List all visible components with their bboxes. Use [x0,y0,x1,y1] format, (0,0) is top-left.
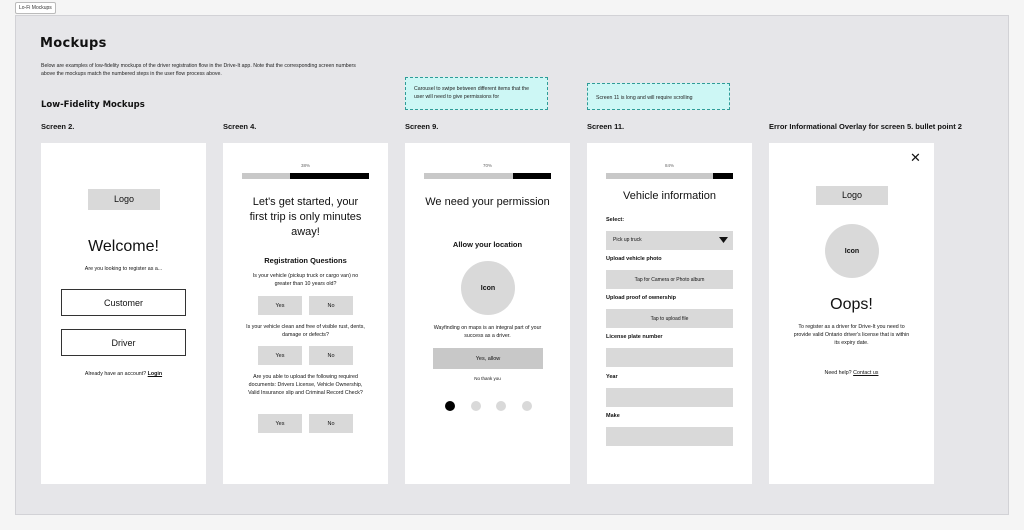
select-label: Select: [606,217,625,223]
account-text: Already have an account? [84,371,147,377]
progress-label: 70% [482,163,492,168]
question-2: Is your vehicle clean and free of visible rust, dents, damage or defects? [246,324,365,338]
progress-bar [242,173,369,179]
progress-fill [290,173,369,179]
upload-photo-button[interactable]: Tap for Camera or Photo album [606,270,733,289]
permission-subheading: Allow your location [452,240,523,249]
q1-yes-button[interactable]: Yes [258,296,302,315]
progress-fill [513,173,551,179]
overlay-label: Error Informational Overlay for screen 5. bullet point 2 [769,122,962,131]
welcome-heading: Welcome! [88,238,159,255]
login-prompt [41,370,206,378]
make-input[interactable] [606,427,733,446]
register-question: Are you looking to register as a... [84,266,163,272]
q2-no-button[interactable]: No [309,346,353,365]
q3-yes-button[interactable]: Yes [258,414,302,433]
error-icon-placeholder: Icon [825,224,879,278]
upload-photo-label: Upload vehicle photo [606,256,662,262]
upload-proof-button[interactable]: Tap to upload file [606,309,733,328]
question-1: Is your vehicle (pickup truck or cargo van) no greater than 10 years old? [252,273,359,287]
screen11-heading: Vehicle information [623,190,716,202]
screen11-label: Screen 11. [587,122,625,131]
section-heading: Registration Questions [264,256,347,265]
q3-no-button[interactable]: No [309,414,353,433]
plate-input[interactable] [606,348,733,367]
screen4-heading: Let's get started, your first trip is only minutes away! [249,196,362,238]
logo-placeholder: Logo [88,189,160,210]
upload-proof-label: Upload proof of ownership [606,295,676,301]
carousel-dot[interactable] [522,401,532,411]
page-description: Below are examples of low-fidelity mockups of the driver registration flow in the Drive-It app. Note that the corresponding screen numbers above the mockups match the numbered steps in the user flow process above. [41,63,356,77]
progress-label: 38% [300,163,310,168]
screen9-heading: We need your permission [425,196,550,208]
vehicle-type-select[interactable] [606,231,733,250]
screen2-label: Screen 2. [41,122,75,131]
q1-no-button[interactable]: No [309,296,353,315]
decline-link[interactable]: No thank you [474,376,501,381]
location-icon-placeholder: Icon [461,261,515,315]
permission-body: Wayfinding on maps is an integral part of your success as a driver. [433,325,542,339]
error-body: To register as a driver for Drive-It you need to provide valid Ontario driver's license that is within its expiry date. [793,324,910,346]
screen4-mockup [223,143,388,484]
progress-bar [606,173,733,179]
question-3: Are you able to upload the following required documents: Drivers License, Vehicle Ownership, Valid Insurance slip and Criminal Record Check? [248,374,363,396]
screen9-mockup [405,143,570,484]
screen11-mockup [587,143,752,484]
screen2-mockup [41,143,206,484]
close-icon[interactable]: ✕ [910,150,921,165]
carousel-dot[interactable] [471,401,481,411]
scroll-note: Screen 11 is long and will require scrolling [587,83,730,110]
customer-button[interactable]: Customer [61,289,186,316]
help-row [769,369,934,377]
year-input[interactable] [606,388,733,407]
carousel-dot[interactable] [445,401,455,411]
screen9-label: Screen 9. [405,122,439,131]
year-label: Year [606,374,618,380]
help-text: Need help? [824,370,852,376]
carousel-note: Carousel to swipe between different items that the user will need to give permissions for [405,77,548,110]
carousel-dot[interactable] [496,401,506,411]
q2-yes-button[interactable]: Yes [258,346,302,365]
oops-heading: Oops! [830,296,873,313]
chevron-down-icon [719,237,728,243]
contact-link[interactable]: Contact us [853,370,879,376]
plate-label: License plate number [606,334,663,340]
progress-bar [424,173,551,179]
login-link[interactable]: Login [147,371,163,377]
frame-tab[interactable]: Lo-Fi Mockups [15,2,56,14]
make-label: Make [606,413,620,419]
screen4-label: Screen 4. [223,122,257,131]
page-title: Mockups [40,36,107,51]
section-title: Low-Fidelity Mockups [41,100,145,110]
select-value: Pick up truck [613,237,642,243]
driver-button[interactable]: Driver [61,329,186,356]
progress-fill [713,173,733,179]
error-overlay-mockup [769,143,934,484]
progress-label: 84% [664,163,674,168]
allow-button[interactable]: Yes, allow [433,348,543,369]
logo-placeholder: Logo [816,186,888,205]
